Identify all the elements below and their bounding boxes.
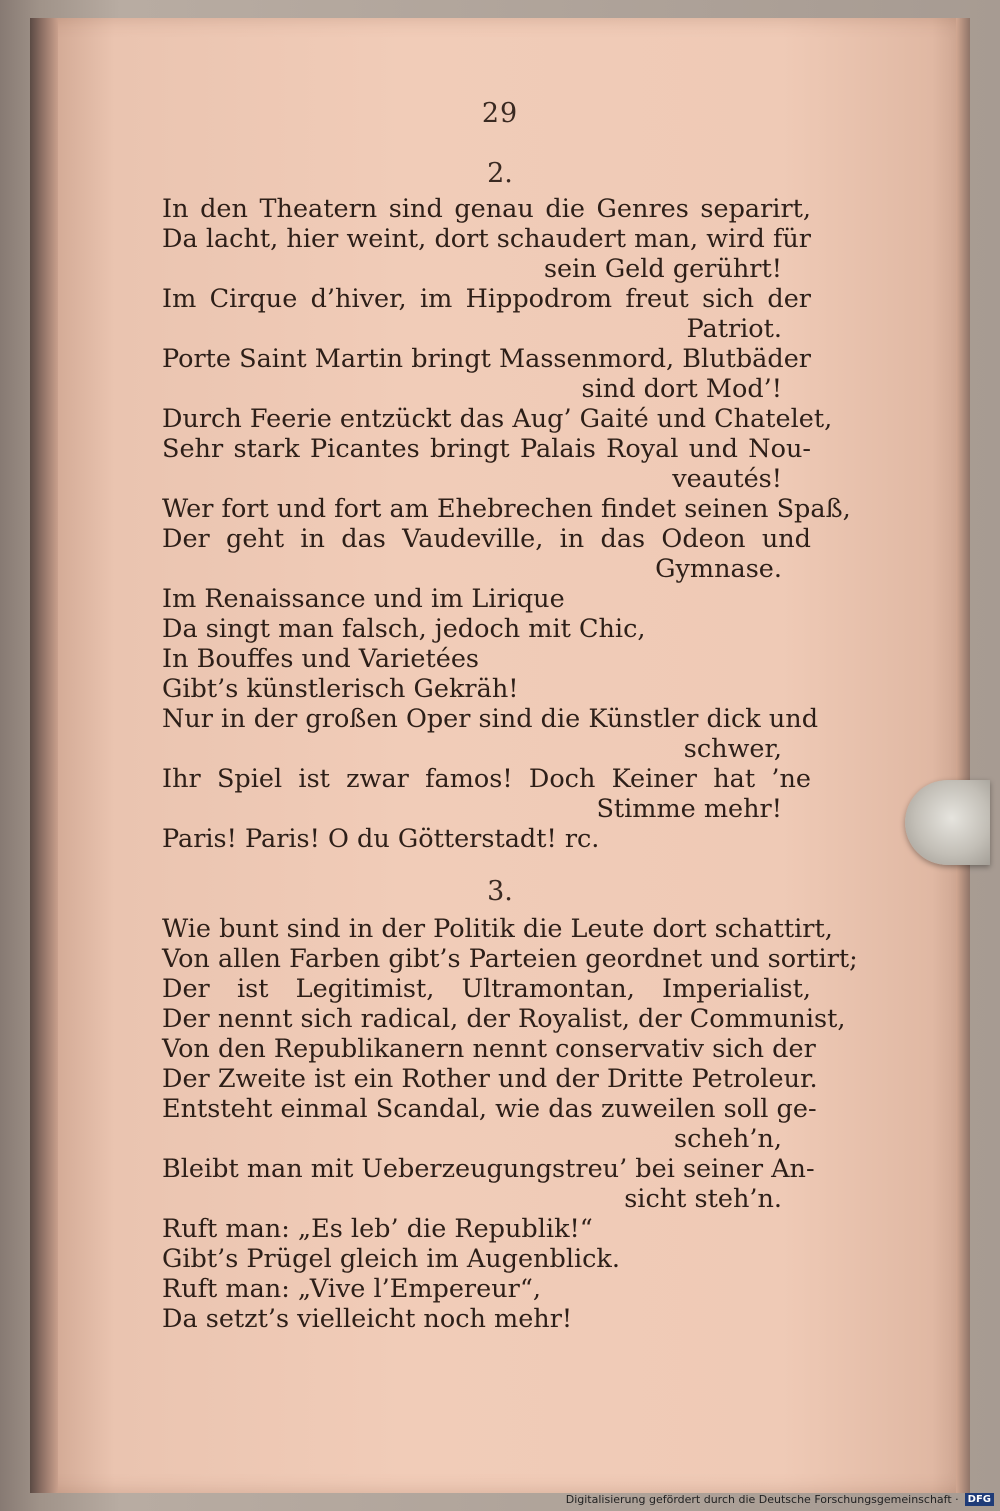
verse-line: Im Renaissance und im Lirique bbox=[162, 584, 565, 614]
verse-line: Ihr Spiel ist zwar famos! Doch Keiner hat ’ne bbox=[162, 764, 811, 794]
page-clip bbox=[905, 780, 990, 865]
page-number: 29 bbox=[481, 98, 519, 129]
verse-line-continuation: sein Geld gerührt! bbox=[543, 254, 782, 284]
verse-line: Nur in der großen Oper sind die Künstler dick und bbox=[162, 704, 819, 734]
verse-line-continuation: sind dort Mod’! bbox=[581, 374, 782, 404]
verse-line: Von den Republikanern nennt conservativ sich der bbox=[162, 1034, 816, 1064]
verse-line: Entsteht einmal Scandal, wie das zuweilen soll ge- bbox=[162, 1094, 817, 1124]
verse-line-continuation: Gymnase. bbox=[655, 554, 782, 584]
verse-line: Sehr stark Picantes bringt Palais Royal und Nou- bbox=[162, 434, 811, 464]
verse-line: Ruft man: „Vive l’Empereur“, bbox=[162, 1274, 541, 1304]
verse-line: Der Zweite ist ein Rother und der Dritte Petroleur. bbox=[162, 1064, 818, 1094]
verse-line: In den Theatern sind genau die Genres separirt, bbox=[162, 194, 811, 224]
verse-line: Gibt’s Prügel gleich im Augenblick. bbox=[162, 1244, 620, 1274]
dfg-logo: DFG bbox=[965, 1493, 994, 1506]
verse-line-continuation: schwer, bbox=[683, 734, 782, 764]
verse-line-continuation: Patriot. bbox=[686, 314, 782, 344]
page-edge bbox=[956, 18, 970, 1493]
verse-line: Da singt man falsch, jedoch mit Chic, bbox=[162, 614, 646, 644]
verse-line: Durch Feerie entzückt das Aug’ Gaité und Chatelet, bbox=[162, 404, 833, 434]
verse-line-continuation: sicht steh’n. bbox=[624, 1184, 782, 1214]
footer-credit: Digitalisierung gefördert durch die Deutsche Forschungsgemeinschaft · bbox=[565, 1492, 959, 1506]
verse-line: In Bouffes und Varietées bbox=[162, 644, 480, 674]
verse-line: Wie bunt sind in der Politik die Leute dort schattirt, bbox=[162, 914, 833, 944]
section-number-3: 3. bbox=[487, 876, 513, 907]
verse-line: Der ist Legitimist, Ultramontan, Imperialist, bbox=[162, 974, 811, 1004]
verse-line: Im Cirque d’hiver, im Hippodrom freut sich der bbox=[162, 284, 811, 314]
verse-line: Gibt’s künstlerisch Gekräh! bbox=[162, 674, 519, 704]
verse-line: Da setzt’s vielleicht noch mehr! bbox=[162, 1304, 573, 1334]
section-number-2: 2. bbox=[487, 158, 513, 189]
verse-line-continuation: scheh’n, bbox=[674, 1124, 782, 1154]
verse-line: Paris! Paris! O du Götterstadt! rc. bbox=[162, 824, 600, 854]
verse-line-continuation: Stimme mehr! bbox=[596, 794, 782, 824]
verse-line: Von allen Farben gibt’s Parteien geordnet und sortirt; bbox=[162, 944, 858, 974]
verse-line: Der nennt sich radical, der Royalist, der Communist, bbox=[162, 1004, 846, 1034]
verse-line: Da lacht, hier weint, dort schaudert man, wird für bbox=[162, 224, 811, 254]
verse-line-continuation: veautés! bbox=[672, 464, 782, 494]
verse-line: Bleibt man mit Ueberzeugungstreu’ bei seiner An- bbox=[162, 1154, 815, 1184]
verse-line: Ruft man: „Es leb’ die Republik!“ bbox=[162, 1214, 593, 1244]
verse-line: Der geht in das Vaudeville, in das Odeon und bbox=[162, 524, 811, 554]
verse-line: Porte Saint Martin bringt Massenmord, Blutbäder bbox=[162, 344, 811, 374]
page-gutter bbox=[30, 18, 58, 1493]
verse-line: Wer fort und fort am Ehebrechen findet seinen Spaß, bbox=[162, 494, 851, 524]
digitization-footer bbox=[566, 1491, 994, 1507]
